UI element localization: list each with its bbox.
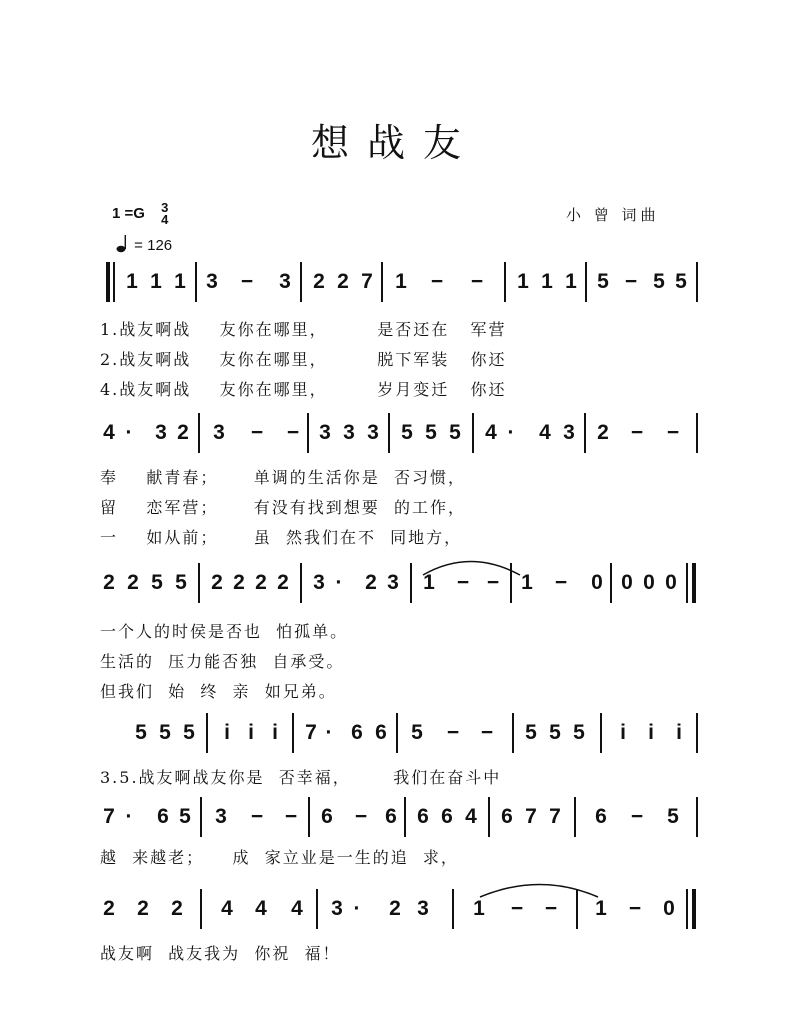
system-2-notes: 4 · 3 2 3 − − 3 3 3 5 5 5 4 · 4 3 2 − − <box>100 413 700 453</box>
lyric-line: 越 来越老； 成 家立业是一生的追 求， <box>100 848 459 867</box>
lyric-line: 2.战友啊战 友你在哪里， 脱下军装 你还 <box>100 350 507 369</box>
lyric-line: 4.战友啊战 友你在哪里， 岁月变迁 你还 <box>100 380 507 399</box>
time-top: 3 <box>161 200 169 215</box>
lyric-line: 一个人的时侯是否也 怕孤单。 <box>100 622 349 641</box>
credit: 小 曾 词曲 <box>566 206 660 224</box>
lyric-line: 但我们 始 终 亲 如兄弟。 <box>100 682 337 701</box>
lyric-line: 一 如从前； 虽 然我们在不 同地方， <box>100 528 463 547</box>
lyric-line: 战友啊 战友我为 你祝 福！ <box>100 944 341 963</box>
system-5-notes: 7 · 6 5 3 − − 6 − 6 6 6 4 6 7 7 6 − 5 <box>100 797 700 837</box>
tempo-value: = 126 <box>134 237 173 254</box>
lyric-line: 奉 献青春； 单调的生活你是 否习惯， <box>100 468 466 487</box>
system-3-notes: 2 2 5 5 2 2 2 2 3 · 2 3 1 − − 1 − 0 0 0 0 <box>100 563 700 603</box>
song-title: 想战友 <box>310 121 479 165</box>
system-1-notes: 1 1 1 3 − 3 2 2 7 1 − − 1 1 1 5 − 5 5 <box>100 262 700 302</box>
system-6-notes: 2 2 2 4 4 4 3 · 2 3 1 − − 1 − 0 <box>100 889 700 929</box>
lyric-line: 留 恋军营； 有没有找到想要 的工作， <box>100 498 466 517</box>
time-bottom: 4 <box>161 212 169 227</box>
lyric-line: 1.战友啊战 友你在哪里， 是否还在 军营 <box>100 320 507 339</box>
key-text: 1 =G <box>112 204 145 222</box>
system-4-notes: 5 5 5 i i i 7 · 6 6 5 − − 5 5 5 i i i <box>100 713 700 753</box>
lyric-line: 生活的 压力能否独 自承受。 <box>100 652 345 671</box>
lyric-line: 3.5.战友啊战友你是 否幸福， 我们在奋斗中 <box>100 768 502 787</box>
